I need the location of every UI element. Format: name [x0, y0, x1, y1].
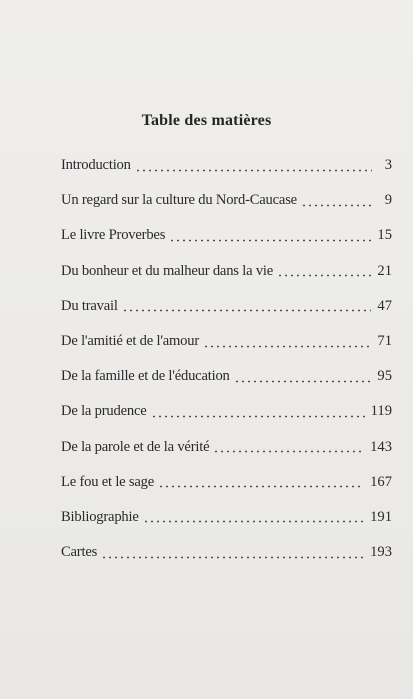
toc-entry-proverbes	[61, 218, 392, 253]
toc-entry-fou-sage	[61, 465, 392, 500]
toc-entry-page: 193	[370, 544, 392, 561]
toc-entry-label: Le fou et le sage	[61, 473, 155, 490]
toc-entry-page: 191	[370, 508, 392, 525]
toc-entry-label: Le livre Proverbes	[61, 227, 166, 244]
dot-leader	[234, 370, 372, 384]
toc-entry-bonheur	[61, 254, 392, 289]
toc-entry-culture	[61, 183, 392, 218]
toc-entry-page: 3	[384, 157, 392, 174]
dot-leader	[213, 440, 364, 454]
toc-entry-bibliographie	[61, 500, 392, 535]
toc-entry-label: De la parole et de la vérité	[61, 438, 210, 455]
toc-entry-label: De l'amitié et de l'amour	[61, 333, 200, 350]
toc-entry-page: 71	[377, 333, 392, 350]
toc-entry-label: Introduction	[61, 157, 131, 174]
toc-entry-label: Bibliographie	[61, 508, 139, 525]
toc-list	[61, 148, 392, 570]
dot-leader	[151, 405, 365, 419]
toc-entry-travail	[61, 289, 392, 324]
dot-leader	[101, 546, 364, 560]
toc-entry-introduction	[61, 148, 392, 183]
toc-entry-cartes	[61, 535, 392, 570]
toc-entry-page: 167	[370, 473, 392, 490]
toc-entry-page: 9	[384, 192, 392, 209]
toc-entry-amitie	[61, 324, 392, 359]
toc-entry-famille	[61, 359, 392, 394]
dot-leader	[158, 475, 364, 489]
toc-entry-label: Un regard sur la culture du Nord-Caucase	[61, 192, 297, 209]
dot-leader	[122, 299, 372, 313]
dot-leader	[143, 510, 364, 524]
toc-entry-label: Du travail	[61, 297, 118, 314]
toc-entry-prudence	[61, 394, 392, 429]
dot-leader	[135, 159, 372, 173]
toc-entry-page: 21	[377, 262, 392, 279]
toc-entry-label: Du bonheur et du malheur dans la vie	[61, 262, 274, 279]
dot-leader	[301, 194, 372, 208]
dot-leader	[203, 335, 371, 349]
toc-entry-page: 15	[377, 227, 392, 244]
toc-title: Table des matières	[141, 112, 272, 129]
toc-entry-label: De la prudence	[61, 403, 147, 420]
toc-entry-parole	[61, 430, 392, 465]
toc-entry-label: De la famille et de l'éducation	[61, 368, 230, 385]
dot-leader	[277, 264, 371, 278]
toc-entry-page: 47	[377, 297, 392, 314]
dot-leader	[169, 229, 371, 243]
toc-entry-label: Cartes	[61, 544, 98, 561]
toc-entry-page: 143	[370, 438, 392, 455]
toc-entry-page: 95	[377, 368, 392, 385]
toc-entry-page: 119	[370, 403, 392, 420]
